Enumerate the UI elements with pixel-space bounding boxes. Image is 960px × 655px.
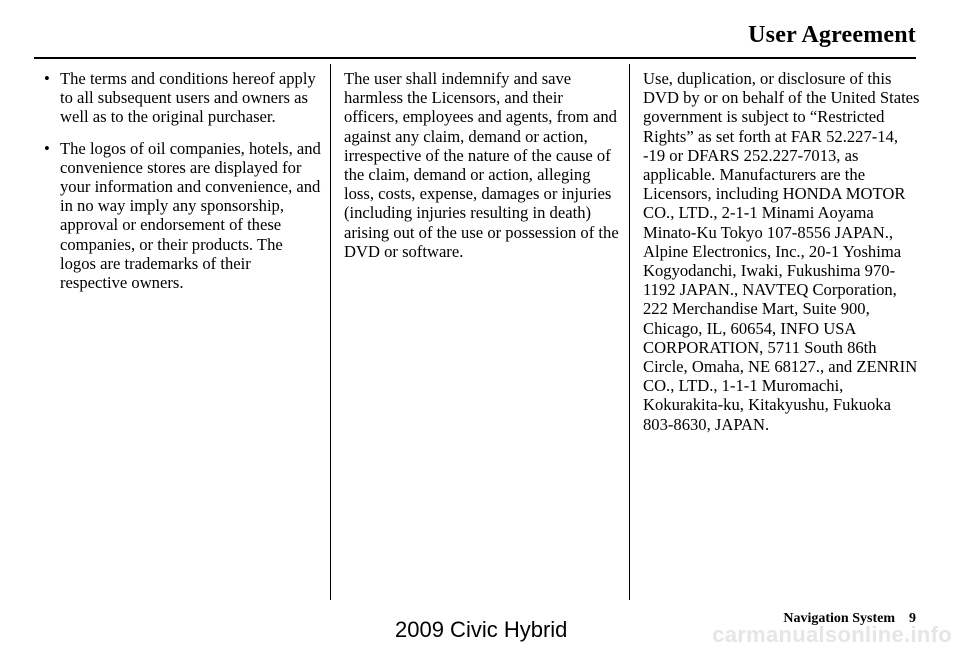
site-watermark: carmanualsonline.info [712, 622, 952, 647]
header-rule [34, 57, 916, 59]
bullet-icon: • [44, 138, 50, 158]
page-number: 9 [909, 611, 916, 626]
bullet-item [44, 69, 322, 127]
column-2 [344, 69, 620, 261]
bullet-text: The logos of oil companies, hotels, and convenience stores are displayed for your information and convenience, and in no way imply any sponsorship, approval or endorsement of these companies, or their products. The logos are trademarks of their respective owners. [60, 138, 321, 293]
bullet-item [44, 139, 322, 293]
restricted-rights-paragraph: Use, duplication, or disclosure of this DVD by or on behalf of the United States government is subject to “Restricted Rights” as set forth at FAR 52.227-14, -19 or DFARS 252.227-7013, as applicable. Manufacturers are the Licensors, including HONDA MOTOR CO., LTD., 2-1-1 Minami Aoyama Minato-Ku Tokyo 107-8556 JAPAN., Alpine Electronics, Inc., 20-1 Yoshima Kogyodanchi, Iwaki, Fukushima 970-1192 JAPAN., NAVTEQ Corporation, 222 Merchandise Mart, Suite 900, Chicago, IL, 60654, INFO USA CORPORATION, 5711 South 86th Circle, Omaha, NE 68127., and ZENRIN CO., LTD., 1-1-1 Muromachi, Kokurakita-ku, Kitakyushu, Fukuoka 803-8630, JAPAN. [643, 69, 920, 434]
bullet-icon: • [44, 69, 50, 88]
column-3 [643, 69, 923, 434]
footer-section-label: Navigation System [783, 611, 895, 626]
column-divider-2 [629, 64, 630, 600]
bullet-text: The terms and conditions hereof apply to all subsequent users and owners as well as to the original purchaser. [60, 69, 316, 127]
page-title: User Agreement [748, 22, 916, 48]
column-1 [44, 69, 322, 304]
indemnity-paragraph: The user shall indemnify and save harmless the Licensors, and their officers, employees and agents, from and against any claim, demand or action, irrespective of the nature of the cause of the claim, demand or action, alleging loss, costs, expense, damages or injuries (including injuries resulting in death) arising out of the use or possession of the DVD or software. [344, 69, 619, 261]
column-divider-1 [330, 64, 331, 600]
model-watermark: 2009 Civic Hybrid [395, 617, 568, 642]
